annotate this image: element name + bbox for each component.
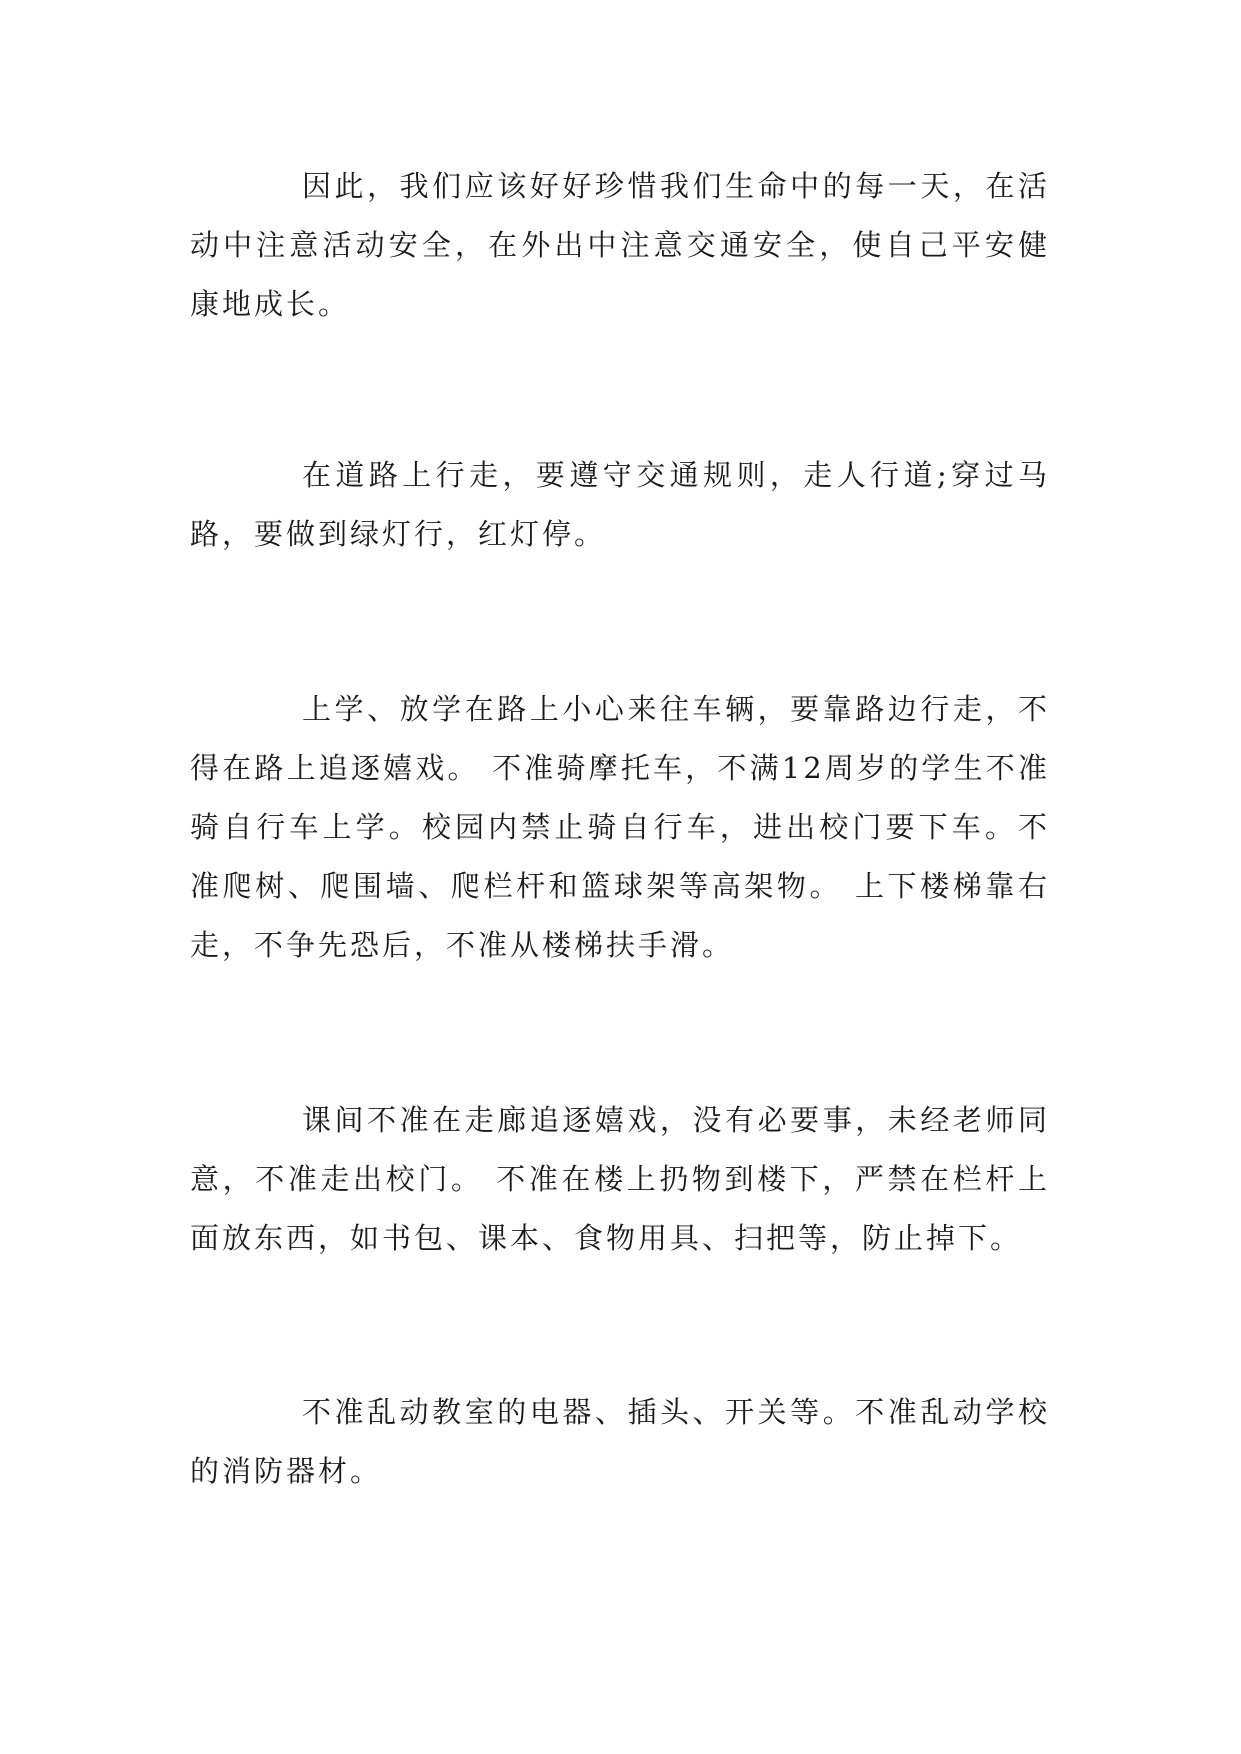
paragraph-1: 因此，我们应该好好珍惜我们生命中的每一天，在活动中注意活动安全，在外出中注意交通安全，使自己平安健康地成长。 xyxy=(190,169,1050,321)
paragraph-3: 上学、放学在路上小心来往车辆，要靠路边行走，不得在路上追逐嬉戏。 不准骑摩托车，不满12周岁的学生不准骑自行车上学。校园内禁止骑自行车，进出校门要下车。不准爬树、爬围墙、爬栏杆和篮球架等高架物。 上下楼梯靠右走，不争先恐后，不准从楼梯扶手滑。 xyxy=(190,692,1050,962)
paragraph-2: 在道路上行走，要遵守交通规则，走人行道;穿过马路，要做到绿灯行，红灯停。 xyxy=(190,458,1050,551)
paragraph-5: 不准乱动教室的电器、插头、开关等。不准乱动学校的消防器材。 xyxy=(190,1395,1050,1488)
paragraph-4: 课间不准在走廊追逐嬉戏，没有必要事，未经老师同意，不准走出校门。 不准在楼上扔物到楼下，严禁在栏杆上面放东西，如书包、课本、食物用具、扫把等，防止掉下。 xyxy=(190,1103,1050,1255)
